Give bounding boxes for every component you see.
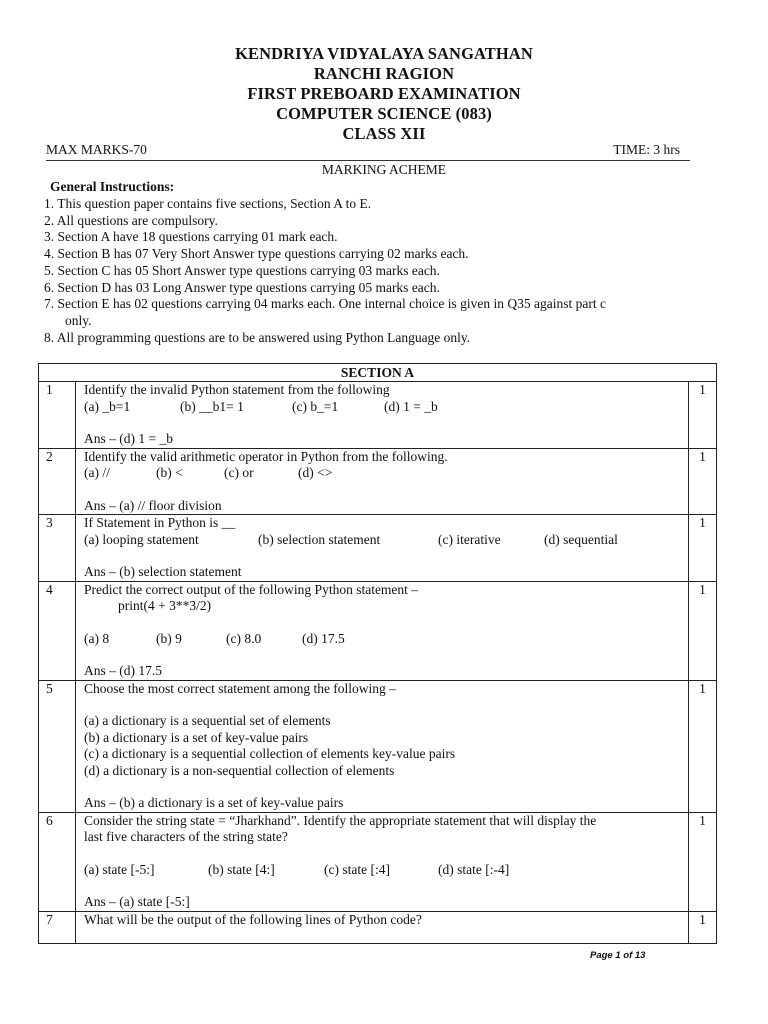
option-b: (b) __b1= 1 bbox=[180, 398, 244, 414]
answer-text: Ans – (d) 17.5 bbox=[84, 663, 162, 678]
answer-text: Ans – (a) state [-5:] bbox=[84, 894, 190, 909]
question-body bbox=[76, 581, 689, 680]
page-number: Page 1 of 13 bbox=[590, 950, 646, 961]
instruction-item-continuation: only. bbox=[65, 312, 92, 328]
question-options bbox=[84, 465, 684, 482]
question-text-cont: last five characters of the string state? bbox=[84, 829, 288, 844]
option-c: (c) iterative bbox=[438, 531, 501, 547]
option-a: (a) // bbox=[84, 465, 110, 480]
option-a: (a) a dictionary is a sequential set of elements bbox=[84, 713, 331, 728]
question-text: Identify the valid arithmetic operator in Python from the following. bbox=[84, 448, 448, 464]
question-marks: 1 bbox=[689, 581, 717, 680]
option-d: (d) 17.5 bbox=[302, 630, 345, 646]
question-marks: 1 bbox=[689, 680, 717, 812]
question-options bbox=[84, 862, 684, 879]
option-c: (c) state [:4] bbox=[324, 861, 390, 877]
question-body bbox=[76, 911, 689, 943]
section-header-row bbox=[39, 364, 717, 382]
question-number: 1 bbox=[39, 382, 76, 449]
question-number: 6 bbox=[39, 812, 76, 911]
section-title: SECTION A bbox=[39, 364, 717, 382]
option-b: (b) 9 bbox=[156, 630, 182, 646]
option-c: (c) a dictionary is a sequential collection of elements key-value pairs bbox=[84, 746, 456, 761]
question-marks: 1 bbox=[689, 515, 717, 582]
question-marks: 1 bbox=[689, 812, 717, 911]
question-number: 5 bbox=[39, 680, 76, 812]
option-d: (d) 1 = _b bbox=[384, 398, 438, 414]
instruction-item: 5. Section C has 05 Short Answer type questions carrying 03 marks each. bbox=[44, 262, 440, 278]
question-number: 3 bbox=[39, 515, 76, 582]
question-row bbox=[39, 515, 717, 582]
region-name: RANCHI RAGION bbox=[313, 64, 455, 83]
class-name: CLASS XII bbox=[342, 124, 426, 143]
question-body bbox=[76, 448, 689, 515]
exam-time: TIME: 3 hrs bbox=[613, 142, 680, 157]
question-body bbox=[76, 515, 689, 582]
question-text: If Statement in Python is __ bbox=[84, 515, 236, 530]
option-a: (a) looping statement bbox=[84, 531, 199, 547]
question-body bbox=[76, 382, 689, 449]
question-row bbox=[39, 680, 717, 812]
instructions-list bbox=[44, 196, 724, 346]
option-c: (c) b_=1 bbox=[292, 398, 339, 414]
question-marks: 1 bbox=[689, 911, 717, 943]
question-row bbox=[39, 382, 717, 449]
option-c: (c) 8.0 bbox=[226, 630, 262, 646]
option-d: (d) <> bbox=[298, 465, 333, 480]
option-c: (c) or bbox=[224, 465, 254, 480]
question-text: Choose the most correct statement among the following – bbox=[84, 680, 396, 696]
instruction-item: 4. Section B has 07 Very Short Answer type questions carrying 02 marks each. bbox=[44, 246, 469, 262]
instructions-title: General Instructions: bbox=[50, 179, 175, 194]
document-header bbox=[0, 44, 768, 144]
question-row bbox=[39, 448, 717, 515]
question-text: Consider the string state = “Jharkhand”. Identify the appropriate statement that will display the bbox=[84, 812, 597, 828]
subject-name: COMPUTER SCIENCE (083) bbox=[276, 104, 492, 123]
question-row bbox=[39, 911, 717, 943]
question-row bbox=[39, 812, 717, 911]
question-number: 7 bbox=[39, 911, 76, 943]
code-snippet: print(4 + 3**3/2) bbox=[118, 598, 212, 613]
question-body bbox=[76, 812, 689, 911]
question-text: What will be the output of the following lines of Python code? bbox=[84, 911, 422, 927]
instruction-item: 2. All questions are compulsory. bbox=[44, 212, 218, 228]
instruction-item: 1. This question paper contains five sections, Section A to E. bbox=[44, 196, 372, 211]
question-row bbox=[39, 581, 717, 680]
option-b: (b) < bbox=[156, 465, 183, 480]
option-d: (d) sequential bbox=[544, 531, 618, 547]
question-text: Predict the correct output of the following Python statement – bbox=[84, 581, 419, 597]
scheme-title: MARKING ACHEME bbox=[321, 162, 447, 177]
option-b: (b) a dictionary is a set of key-value pairs bbox=[84, 729, 309, 745]
question-options bbox=[84, 532, 684, 549]
question-body bbox=[76, 680, 689, 812]
option-d: (d) a dictionary is a non-sequential collection of elements bbox=[84, 762, 395, 778]
answer-text: Ans – (b) selection statement bbox=[84, 564, 242, 579]
instruction-item: 3. Section A have 18 questions carrying 01 mark each. bbox=[44, 229, 338, 245]
instruction-item: 6. Section D has 03 Long Answer type questions carrying 05 marks each. bbox=[44, 279, 440, 295]
question-number: 2 bbox=[39, 448, 76, 515]
org-name: KENDRIYA VIDYALAYA SANGATHAN bbox=[235, 44, 533, 63]
max-marks: MAX MARKS-70 bbox=[46, 142, 147, 157]
question-marks: 1 bbox=[689, 382, 717, 449]
instruction-item: 7. Section E has 02 questions carrying 04 marks each. One internal choice is given in Q35 against part c bbox=[44, 296, 606, 312]
option-d: (d) state [:-4] bbox=[438, 861, 510, 877]
instruction-item: 8. All programming questions are to be answered using Python Language only. bbox=[44, 329, 471, 345]
answer-text: Ans – (a) // floor division bbox=[84, 497, 222, 513]
question-text: Identify the invalid Python statement from the following bbox=[84, 382, 390, 397]
option-b: (b) state [4:] bbox=[208, 861, 275, 877]
questions-table bbox=[38, 363, 717, 944]
question-number: 4 bbox=[39, 581, 76, 680]
answer-text: Ans – (d) 1 = _b bbox=[84, 431, 173, 446]
option-a: (a) 8 bbox=[84, 630, 110, 646]
answer-text: Ans – (b) a dictionary is a set of key-value pairs bbox=[84, 795, 344, 810]
option-a: (a) _b=1 bbox=[84, 398, 131, 414]
exam-name: FIRST PREBOARD EXAMINATION bbox=[247, 84, 521, 103]
question-marks: 1 bbox=[689, 448, 717, 515]
option-a: (a) state [-5:] bbox=[84, 861, 155, 877]
question-options bbox=[84, 631, 684, 648]
meta-row bbox=[46, 142, 690, 161]
question-options bbox=[84, 399, 684, 416]
option-b: (b) selection statement bbox=[258, 531, 381, 547]
